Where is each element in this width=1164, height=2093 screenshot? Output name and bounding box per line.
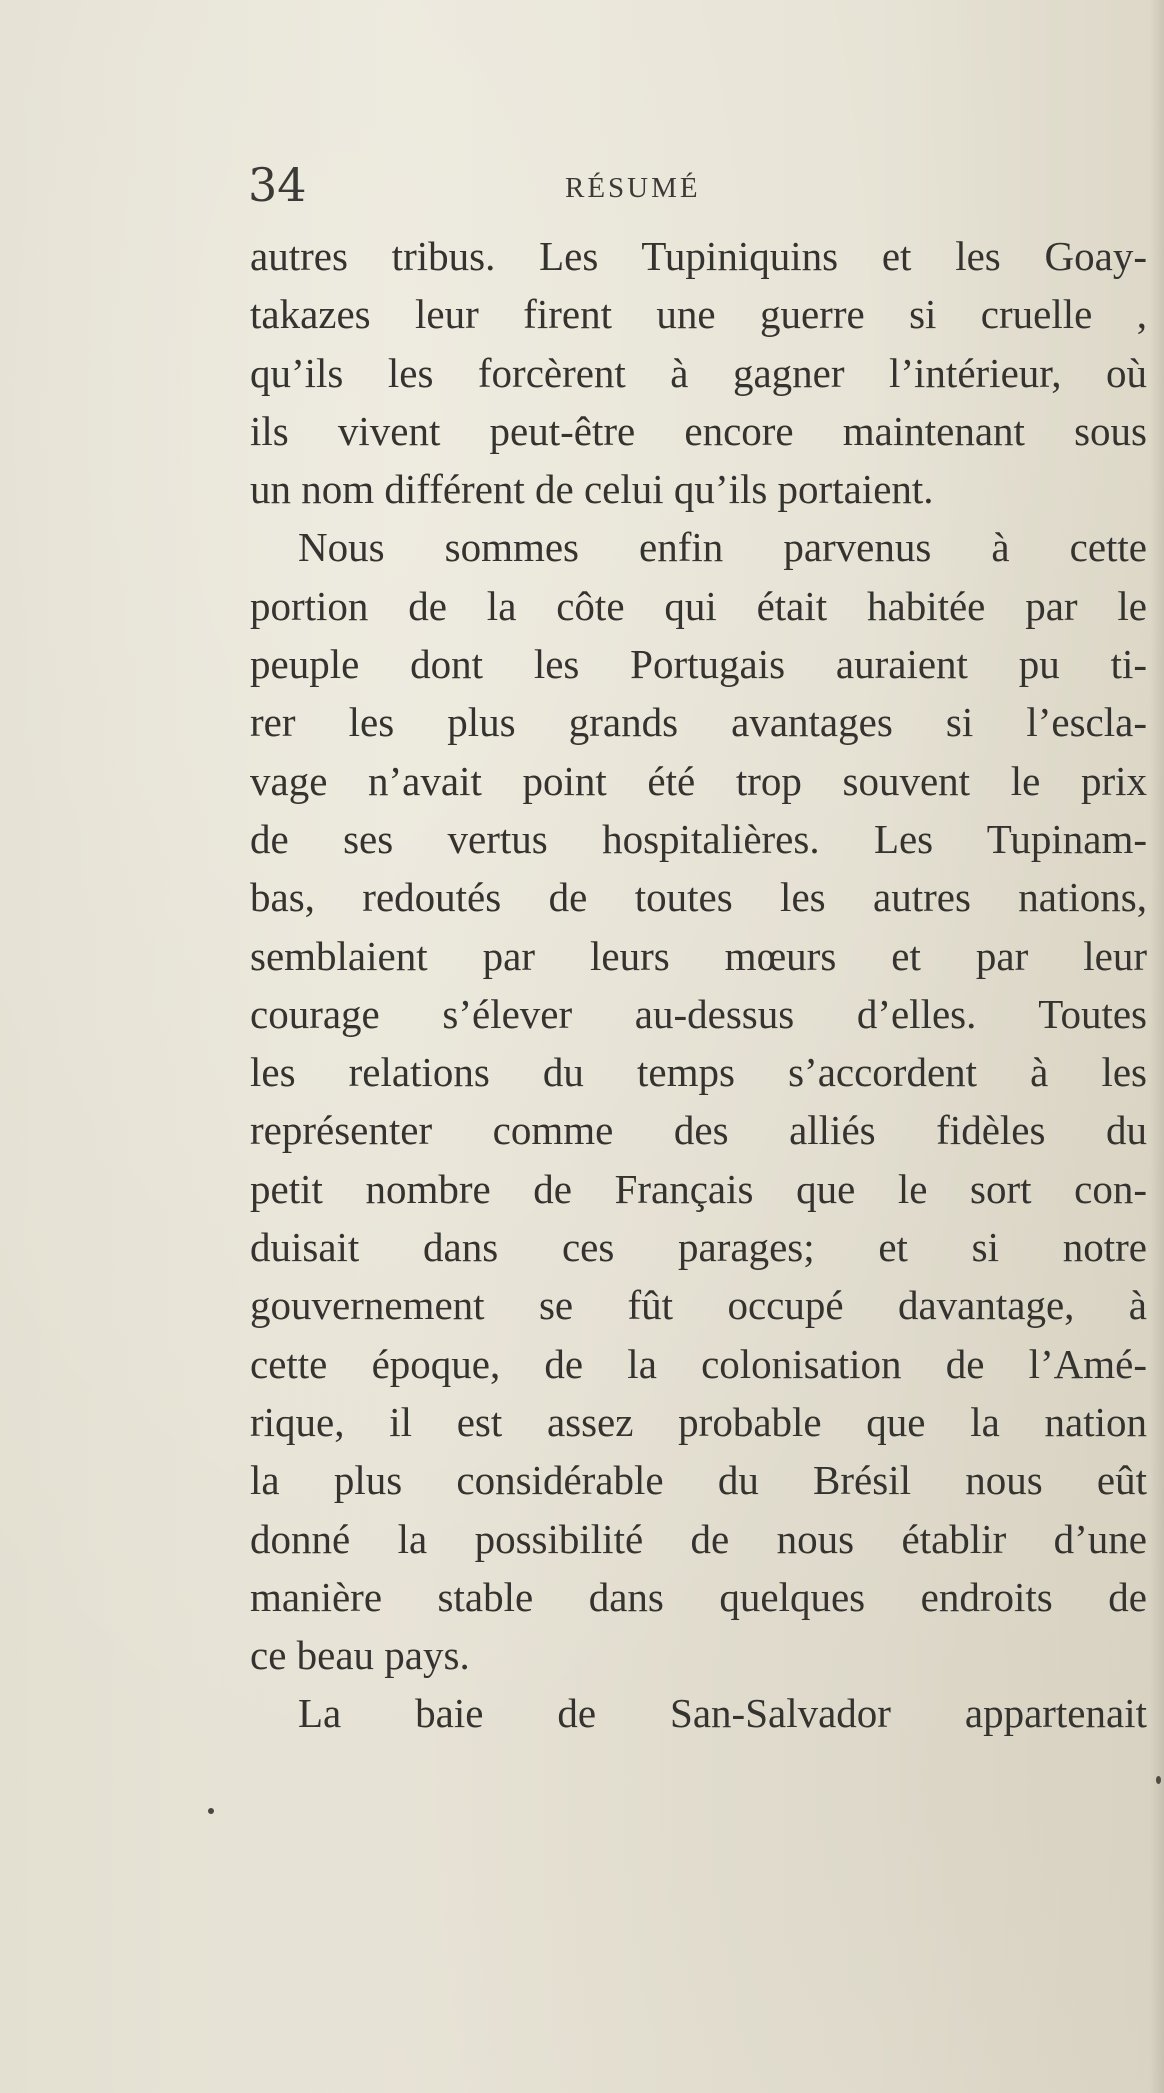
text-line: courage s’élever au-dessus d’elles. Toutes xyxy=(250,990,1147,1037)
text-line: takazes leur firent une guerre si cruelle , xyxy=(250,291,1147,338)
text-line: vage n’avait point été trop souvent le prix xyxy=(250,757,1147,804)
text-line: gouvernement se fût occupé davantage, à xyxy=(250,1282,1147,1329)
text-line: de ses vertus hospitalières. Les Tupinam- xyxy=(250,815,1147,862)
running-head: RÉSUMÉ xyxy=(565,172,701,204)
text-line: peuple dont les Portugais auraient pu ti- xyxy=(250,641,1147,688)
text-line: portion de la côte qui était habitée par le xyxy=(250,582,1147,629)
text-line: qu’ils les forcèrent à gagner l’intérieur, où xyxy=(250,349,1147,396)
text-line: manière stable dans quelques endroits de xyxy=(250,1573,1147,1620)
text-line: les relations du temps s’accordent à les xyxy=(250,1049,1147,1096)
text-line: donné la possibilité de nous établir d’une xyxy=(250,1515,1147,1562)
text-line: un nom différent de celui qu’ils portaient. xyxy=(250,466,934,513)
text-line: semblaient par leurs mœurs et par leur xyxy=(250,932,1147,979)
page-header xyxy=(0,155,1164,215)
paragraph-start-line: Nous sommes enfin parvenus à cette xyxy=(298,524,1147,571)
text-line: autres tribus. Les Tupiniquins et les Goay- xyxy=(250,233,1147,279)
text-line: bas, redoutés de toutes les autres nations, xyxy=(250,874,1147,921)
text-line: rique, il est assez probable que la nation xyxy=(250,1398,1147,1445)
page-number: 34 xyxy=(248,158,307,212)
body-text xyxy=(250,227,1150,1743)
text-line: ce beau pays. xyxy=(250,1632,470,1679)
text-line: petit nombre de Français que le sort con- xyxy=(250,1165,1147,1212)
text-line: ils vivent peut-être encore maintenant sous xyxy=(250,407,1147,454)
paragraph-start-line: La baie de San-Salvador appartenait xyxy=(298,1690,1147,1737)
paper-speck xyxy=(1156,1776,1161,1784)
text-line: duisait dans ces parages; et si notre xyxy=(250,1224,1147,1271)
text-line: représenter comme des alliés fidèles du xyxy=(250,1107,1147,1154)
text-line: rer les plus grands avantages si l’escla- xyxy=(250,699,1147,746)
text-line: la plus considérable du Brésil nous eût xyxy=(250,1457,1147,1504)
paper-speck xyxy=(208,1808,214,1814)
text-line: cette époque, de la colonisation de l’Amé- xyxy=(250,1340,1147,1387)
